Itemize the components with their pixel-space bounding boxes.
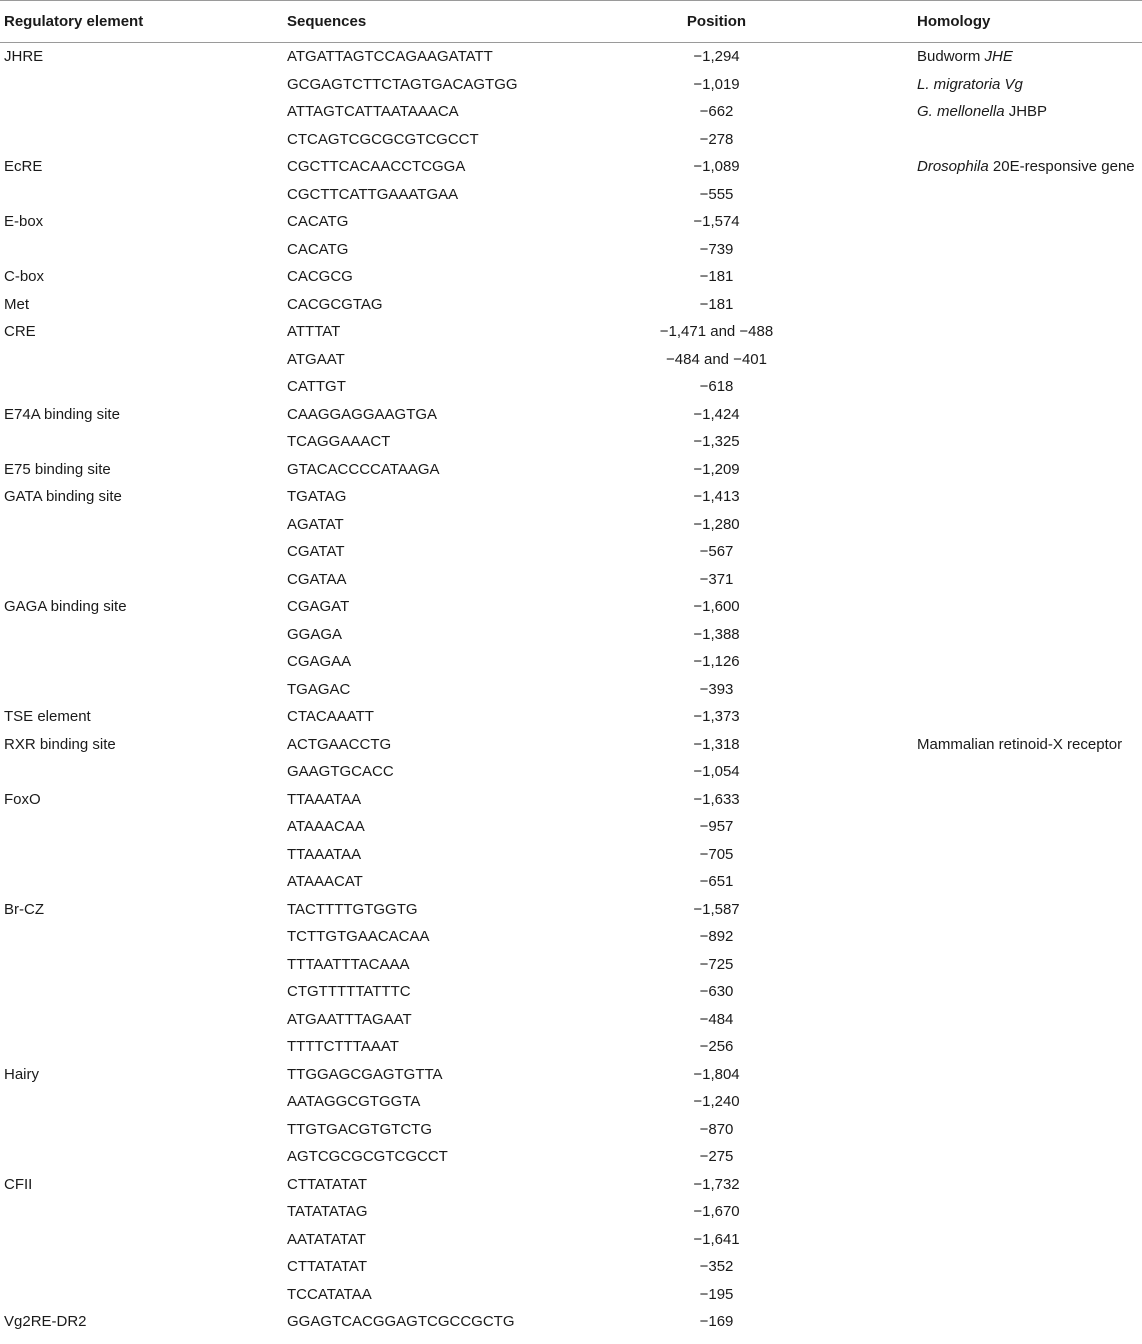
cell-position: −725: [699, 955, 734, 973]
table-row: [0, 704, 1142, 732]
table-row: [0, 319, 1142, 347]
header-position: Position: [686, 13, 747, 30]
header-regulatory-element: Regulatory element: [4, 13, 144, 30]
cell-position: −278: [699, 130, 734, 148]
cell-sequence: CTGTTTTTATTTC: [287, 983, 411, 1000]
cell-sequence: GTACACCCCATAAGA: [287, 460, 440, 478]
cell-sequence: CACATG: [287, 240, 349, 258]
cell-position: −1,471 and −488: [659, 323, 774, 340]
cell-position: −169: [699, 1313, 734, 1330]
table-row: [0, 594, 1142, 622]
table-row: [0, 732, 1142, 760]
cell-position: −892: [699, 928, 734, 945]
table-row: [0, 622, 1142, 650]
table-header: [0, 0, 1142, 43]
cell-sequence: TCAGGAAACT: [287, 433, 391, 450]
cell-position: −1,600: [693, 598, 740, 615]
cell-regulatory-element: FoxO: [4, 790, 41, 808]
cell-sequence: TCCATATAA: [287, 1285, 372, 1303]
table-row: [0, 457, 1142, 485]
cell-sequence: GGAGTCACGGAGTCGCCGCTG: [287, 1313, 515, 1330]
cell-position: −352: [699, 1258, 734, 1275]
cell-regulatory-element: Vg2RE-DR2: [4, 1313, 87, 1330]
header-homology: Homology: [917, 13, 991, 30]
cell-sequence: TATATATAG: [287, 1203, 368, 1220]
cell-position: −275: [699, 1148, 734, 1165]
cell-sequence: CACGCGTAG: [287, 295, 383, 313]
cell-sequence: ATGAAT: [287, 350, 345, 368]
cell-position: −739: [699, 240, 734, 258]
homology-tail-text: 20E-responsive gene: [988, 158, 1135, 175]
cell-position: −567: [699, 543, 734, 560]
homology-tail-text: JHBP: [1004, 103, 1048, 120]
table-row: [0, 924, 1142, 952]
cell-sequence: CTTATATAT: [287, 1175, 367, 1193]
cell-sequence: CGAGAT: [287, 598, 350, 615]
table-row: [0, 567, 1142, 595]
table-row: [0, 1062, 1142, 1090]
cell-sequence: ATTAGTCATTAATAAACA: [287, 103, 459, 120]
cell-regulatory-element: Br-CZ: [4, 900, 44, 918]
cell-sequence: ATTTAT: [287, 323, 341, 340]
table-row: [0, 402, 1142, 430]
cell-homology: [917, 76, 1023, 93]
cell-position: −651: [699, 873, 734, 890]
cell-position: −1,089: [693, 158, 740, 175]
cell-position: −1,325: [693, 433, 740, 450]
cell-sequence: TTTTCTTTAAAT: [287, 1038, 399, 1055]
cell-position: −630: [699, 983, 734, 1000]
cell-position: −1,413: [693, 488, 740, 505]
table-row: [0, 649, 1142, 677]
cell-position: −1,804: [693, 1065, 740, 1083]
table-row: [0, 1034, 1142, 1062]
cell-position: −371: [699, 570, 734, 588]
table-row: [0, 1227, 1142, 1255]
table-row: [0, 1199, 1142, 1227]
table-row: [0, 347, 1142, 375]
cell-sequence: CACATG: [287, 213, 349, 230]
cell-regulatory-element: E-box: [4, 213, 44, 230]
cell-position: −1,633: [693, 790, 740, 808]
cell-sequence: TTAAATAA: [287, 790, 362, 808]
table-row: [0, 374, 1142, 402]
cell-sequence: GAAGTGCACC: [287, 763, 394, 780]
cell-sequence: TTGGAGCGAGTGTTA: [287, 1065, 443, 1083]
cell-sequence: CGCTTCATTGAAATGAA: [287, 185, 459, 203]
table-row: [0, 237, 1142, 265]
cell-position: −393: [699, 680, 734, 698]
cell-regulatory-element: CRE: [4, 323, 36, 340]
cell-position: −705: [699, 845, 734, 863]
cell-position: −1,054: [693, 763, 740, 780]
table-row: [0, 182, 1142, 210]
cell-sequence: GCGAGTCTTCTAGTGACAGTGG: [287, 75, 518, 93]
cell-position: −1,126: [693, 653, 740, 670]
cell-position: −1,670: [693, 1203, 740, 1220]
cell-position: −1,424: [693, 405, 740, 423]
cell-position: −1,280: [693, 515, 740, 533]
cell-sequence: ATAAACAT: [287, 873, 363, 890]
homology-italic-text: Drosophila: [917, 158, 989, 175]
table-row: [0, 1117, 1142, 1145]
cell-position: −1,294: [693, 48, 740, 65]
cell-regulatory-element: GATA binding site: [4, 488, 122, 505]
cell-regulatory-element: RXR binding site: [4, 735, 116, 753]
cell-sequence: CGAGAA: [287, 653, 352, 670]
cell-homology: [917, 48, 1013, 65]
cell-sequence: CTCAGTCGCGCGTCGCCT: [287, 130, 479, 148]
cell-regulatory-element: E74A binding site: [4, 405, 120, 423]
cell-sequence: TCTTGTGAACACAA: [287, 928, 430, 945]
cell-sequence: CTACAAATT: [287, 708, 374, 725]
cell-position: −1,240: [693, 1093, 740, 1110]
header-sequences: Sequences: [287, 13, 367, 30]
cell-position: −1,388: [693, 625, 740, 643]
cell-position: −484 and −401: [666, 350, 767, 368]
table-row: [0, 897, 1142, 925]
table-row: [0, 154, 1142, 182]
table-row: [0, 127, 1142, 155]
table-row: [0, 264, 1142, 292]
cell-sequence: AATAGGCGTGGTA: [287, 1093, 421, 1110]
cell-homology: [917, 103, 1047, 120]
table-row: [0, 539, 1142, 567]
table-row: [0, 429, 1142, 457]
homology-plain-text: Budworm: [917, 48, 985, 65]
table-row: [0, 44, 1142, 72]
table-row: [0, 1254, 1142, 1282]
cell-sequence: CAAGGAGGAAGTGA: [287, 405, 438, 423]
table-row: [0, 759, 1142, 787]
table-row: [0, 484, 1142, 512]
cell-sequence: CATTGT: [287, 378, 346, 395]
table-row: [0, 1007, 1142, 1035]
cell-regulatory-element: Met: [4, 295, 30, 313]
cell-homology: [917, 158, 1135, 175]
table-row: [0, 292, 1142, 320]
cell-sequence: AATATATAT: [287, 1230, 366, 1248]
table-row: [0, 842, 1142, 870]
cell-sequence: CTTATATAT: [287, 1258, 367, 1275]
cell-position: −1,019: [693, 75, 740, 93]
cell-sequence: TACTTTTGTGGTG: [287, 900, 418, 918]
cell-sequence: CGATAA: [287, 570, 347, 588]
cell-position: −870: [699, 1120, 734, 1138]
cell-sequence: GGAGA: [287, 625, 343, 643]
cell-homology: [917, 736, 1122, 753]
cell-sequence: ATGATTAGTCCAGAAGATATT: [287, 48, 493, 65]
table-row: [0, 209, 1142, 237]
cell-sequence: AGATAT: [287, 515, 344, 533]
cell-position: −555: [699, 185, 734, 203]
cell-position: −957: [699, 818, 734, 835]
table-row: [0, 787, 1142, 815]
cell-regulatory-element: CFII: [4, 1175, 33, 1193]
table-row: [0, 814, 1142, 842]
cell-sequence: CACGCG: [287, 268, 353, 285]
table-row: [0, 512, 1142, 540]
cell-sequence: TTGTGACGTGTCTG: [287, 1120, 432, 1138]
cell-sequence: ACTGAACCTG: [287, 735, 392, 753]
cell-position: −618: [699, 378, 734, 395]
cell-position: −1,373: [693, 708, 740, 725]
cell-position: −195: [699, 1285, 734, 1303]
cell-sequence: TGATAG: [287, 488, 347, 505]
cell-sequence: TGAGAC: [287, 680, 351, 698]
cell-regulatory-element: TSE element: [4, 708, 91, 725]
cell-position: −484: [699, 1010, 734, 1028]
cell-sequence: AGTCGCGCGTCGCCT: [287, 1148, 448, 1165]
table-row: [0, 72, 1142, 100]
homology-italic-text: G. mellonella: [917, 103, 1005, 120]
homology-plain-text: Mammalian retinoid-X receptor: [917, 735, 1123, 753]
cell-position: −1,641: [693, 1230, 740, 1248]
cell-sequence: TTAAATAA: [287, 845, 362, 863]
table-row: [0, 677, 1142, 705]
table-row: [0, 1144, 1142, 1172]
cell-regulatory-element: C-box: [4, 268, 45, 285]
cell-position: −181: [699, 268, 734, 285]
cell-position: −1,587: [693, 900, 740, 918]
cell-position: −1,209: [693, 460, 740, 478]
cell-sequence: ATAAACAA: [287, 818, 365, 835]
cell-sequence: TTTAATTTACAAA: [287, 955, 410, 973]
cell-regulatory-element: E75 binding site: [4, 460, 111, 478]
cell-position: −256: [699, 1038, 734, 1055]
table-row: [0, 1172, 1142, 1200]
cell-sequence: ATGAATTTAGAAT: [287, 1010, 412, 1028]
table-row: [0, 99, 1142, 127]
cell-position: −181: [699, 295, 734, 313]
homology-italic-text: L. migratoria Vg: [917, 75, 1023, 93]
cell-regulatory-element: EcRE: [4, 158, 43, 175]
homology-italic-text: JHE: [984, 48, 1013, 65]
cell-sequence: CGATAT: [287, 543, 345, 560]
table-row: [0, 952, 1142, 980]
table-row: [0, 1089, 1142, 1117]
table-row: [0, 1309, 1142, 1337]
table-body: [0, 43, 1142, 1337]
cell-regulatory-element: JHRE: [4, 48, 44, 65]
cell-position: −662: [699, 103, 734, 120]
table-row: [0, 979, 1142, 1007]
table-row: [0, 1282, 1142, 1310]
table-row: [0, 869, 1142, 897]
cell-regulatory-element: GAGA binding site: [4, 598, 127, 615]
cell-sequence: CGCTTCACAACCTCGGA: [287, 158, 466, 175]
cell-position: −1,574: [693, 213, 740, 230]
cell-regulatory-element: Hairy: [4, 1065, 40, 1083]
cell-position: −1,732: [693, 1175, 740, 1193]
cell-position: −1,318: [693, 735, 740, 753]
